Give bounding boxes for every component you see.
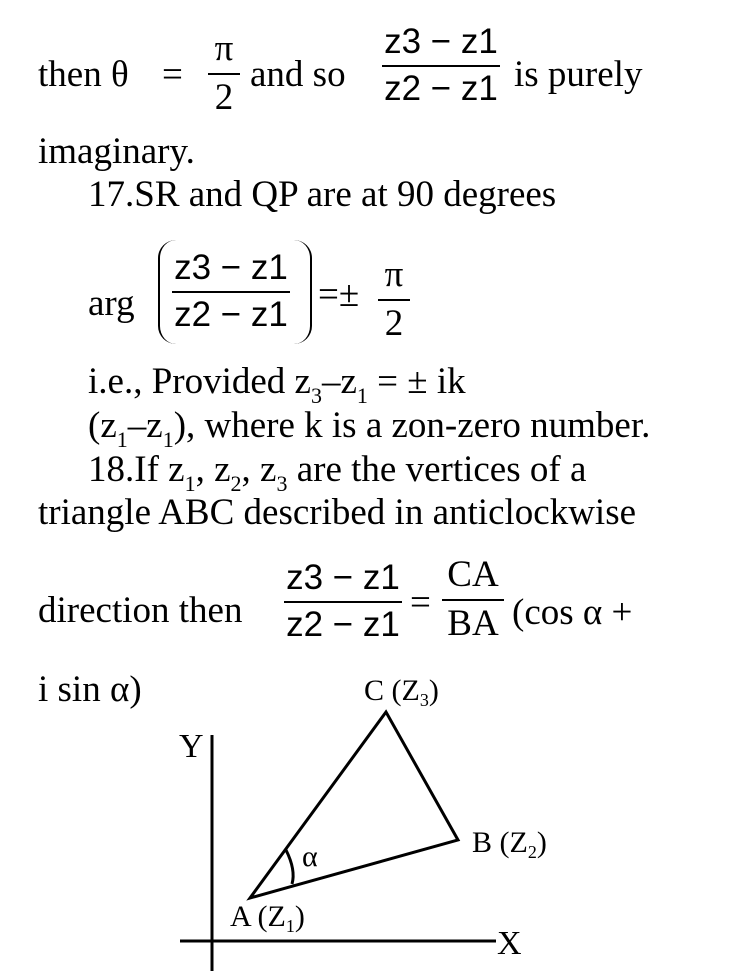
minus-z-2: –z (127, 405, 163, 446)
vertex-c-close: ) (428, 674, 439, 707)
item-18-line-2: triangle ABC described in anticlockwise (38, 492, 637, 533)
subscript-3: 3 (276, 471, 288, 496)
subscript-1a: 1 (116, 427, 128, 452)
alpha-label: α (302, 840, 318, 873)
vertex-a-subscript: 1 (285, 916, 295, 936)
comma-z-2: , z (241, 449, 277, 490)
two-digit: 2 (214, 77, 234, 118)
ba-label: BA (447, 603, 499, 644)
and-so-text: and so (250, 54, 346, 95)
vertex-c-subscript: 3 (419, 690, 429, 710)
if-z-text: 18.If z (88, 449, 185, 490)
pm-ik-text: = ± ik (367, 361, 466, 402)
ca-label: CA (447, 554, 499, 595)
then-theta-text: then θ (38, 54, 129, 95)
subscript-1: 1 (356, 383, 368, 408)
arg-label: arg (88, 283, 135, 324)
subscript-1b: 1 (162, 427, 174, 452)
open-z: (z (88, 405, 117, 446)
pi-symbol: π (384, 254, 404, 295)
vertex-a-close: ) (294, 900, 305, 933)
x-axis-label: X (497, 925, 522, 962)
vertex-c-text: C (Z (364, 674, 420, 707)
vertex-a-text: A (Z (230, 900, 286, 933)
is-purely-text: is purely (514, 54, 643, 95)
provided-text: i.e., Provided z (88, 361, 311, 402)
fraction-numerator: z3 − z1 (174, 248, 288, 287)
cos-alpha-text: (cos α + (512, 592, 633, 633)
where-text: ), where k is a zon-zero number. (173, 405, 651, 446)
vertex-b-text: B (Z (472, 826, 528, 859)
pi-symbol: π (214, 28, 234, 69)
minus-z: –z (321, 361, 357, 402)
fraction-numerator: z3 − z1 (286, 558, 400, 597)
fraction-denominator: z2 − z1 (174, 295, 288, 334)
subscript-1: 1 (184, 471, 196, 496)
subscript-2: 2 (230, 471, 242, 496)
i-sin-alpha-text: i sin α) (38, 669, 142, 710)
vertex-b-close: ) (536, 826, 547, 859)
equals-sign: = (162, 54, 183, 95)
subscript-3: 3 (310, 383, 322, 408)
fraction-denominator: z2 − z1 (384, 69, 498, 108)
fraction-denominator: z2 − z1 (286, 605, 400, 644)
vertex-b-label (472, 826, 547, 862)
item-17-heading: 17.SR and QP are at 90 degrees (88, 174, 557, 215)
imaginary-text: imaginary. (38, 131, 195, 172)
triangle-abc (250, 712, 458, 898)
equals-sign-3: = (410, 582, 431, 623)
vertices-text: are the vertices of a (287, 449, 587, 490)
equals-plus-minus: =± (318, 274, 360, 315)
vertex-b-subscript: 2 (527, 842, 537, 862)
comma-z: , z (195, 449, 231, 490)
vertex-a-label (230, 900, 305, 936)
y-axis-label: Y (179, 728, 204, 765)
direction-then-text: direction then (38, 590, 243, 631)
vertex-c-label (364, 674, 439, 710)
two-digit: 2 (384, 303, 404, 344)
fraction-numerator: z3 − z1 (384, 22, 498, 61)
angle-alpha-arc (286, 850, 293, 884)
